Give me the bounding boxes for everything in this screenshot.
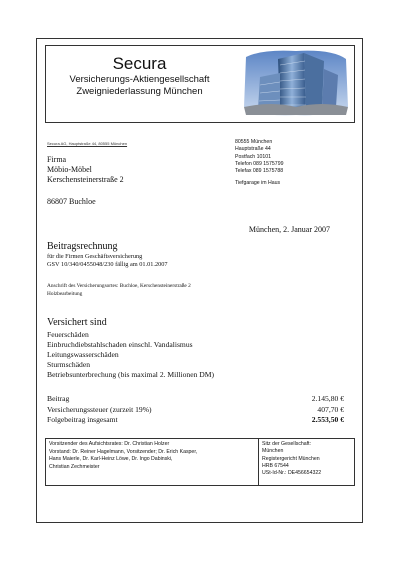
amount-label: Beitrag <box>47 394 70 403</box>
registry-line: USt-Id-Nr.: DE456654322 <box>262 470 322 477</box>
document-page <box>36 38 363 523</box>
recipient-line: Firma <box>47 155 67 164</box>
amount-total-row <box>47 415 344 426</box>
insured-location-line: Holzbearbeitung <box>47 291 83 297</box>
company-block <box>52 54 227 98</box>
registry-info <box>259 439 324 485</box>
board-line: Hans Maierle, Dr. Karl-Heinz Löwe, Dr. Ingo Dabinski, <box>49 456 173 462</box>
subject-line: GSV 10/340/0455048/230 fällig am 01.01.2007 <box>47 261 168 268</box>
amount-value: 407,70 € <box>317 404 344 414</box>
legal-footer <box>45 438 355 486</box>
company-type: Versicherungs-Aktiengesellschaft <box>69 74 210 85</box>
amounts-table <box>47 394 344 426</box>
registry-line: München <box>262 448 284 455</box>
insured-location-line: Anschrift des Versicherungsortes: Buchloe, Kerschensteinerstraße 2 <box>47 283 191 289</box>
sender-parking: Tiefgarage im Haus <box>235 180 281 187</box>
sender-line: Hauptstraße 44 <box>235 146 271 153</box>
registry-line: Sitz der Gesellschaft: <box>262 441 312 447</box>
subject-line: für die Firmen Geschäftsversicherung <box>47 253 143 260</box>
company-name: Secura <box>112 54 167 73</box>
coverage-title: Versichert sind <box>47 317 107 328</box>
subject-title: Beitragsrechnung <box>47 241 118 252</box>
return-address: Secura AG, Hauptstraße 44, 80555 München <box>47 141 128 146</box>
amount-total-value: 2.553,50 € <box>311 415 344 424</box>
office-building-image <box>242 49 350 119</box>
amount-row <box>47 394 344 405</box>
amount-label: Versicherungssteuer (zurzeit 19%) <box>47 404 152 414</box>
sender-line: 80555 München <box>235 139 273 145</box>
coverage-item: Einbruchdiebstahlschaden einschl. Vandalismus <box>47 340 193 349</box>
coverage-item: Leitungswasserschäden <box>47 350 119 359</box>
sender-contact <box>235 139 283 188</box>
amount-value: 2.145,80 € <box>311 394 344 403</box>
sender-line: Postfach 10101 <box>235 153 272 160</box>
coverage-item: Feuerschäden <box>47 330 89 339</box>
coverage-list <box>47 317 214 380</box>
board-line: Christian Zechmeister <box>49 463 100 470</box>
subject-block <box>47 241 168 269</box>
sender-line: Telefon 089 1575799 <box>235 160 284 167</box>
board-line: Vorstand: Dr. Reiner Hagelmann, Vorsitzender; Dr. Erich Kasper, <box>49 448 198 455</box>
registry-line: HRB 67544 <box>262 462 289 469</box>
recipient-address <box>47 155 124 207</box>
sender-line: Telefax 089 1575788 <box>235 168 284 175</box>
recipient-line: Kerschensteinerstraße 2 <box>47 175 124 184</box>
insured-location <box>47 282 191 298</box>
board-info <box>46 439 259 485</box>
registry-line: Registergericht München <box>262 455 320 462</box>
amount-label: Folgebeitrag insgesamt <box>47 415 118 424</box>
company-branch: Zweigniederlassung München <box>76 86 203 97</box>
coverage-item: Betriebsunterbrechung (bis maximal 2. Millionen DM) <box>47 370 215 379</box>
recipient-city: 86807 Buchloe <box>47 197 96 206</box>
recipient-line: Möbio-Möbel <box>47 165 92 174</box>
board-line: Vorsitzender des Aufsichtsrates: Dr. Christian Holzer <box>49 441 170 447</box>
amount-row <box>47 405 344 416</box>
letter-date: München, 2. Januar 2007 <box>248 225 330 234</box>
letterhead <box>45 45 355 123</box>
coverage-item: Sturmschäden <box>47 360 91 369</box>
